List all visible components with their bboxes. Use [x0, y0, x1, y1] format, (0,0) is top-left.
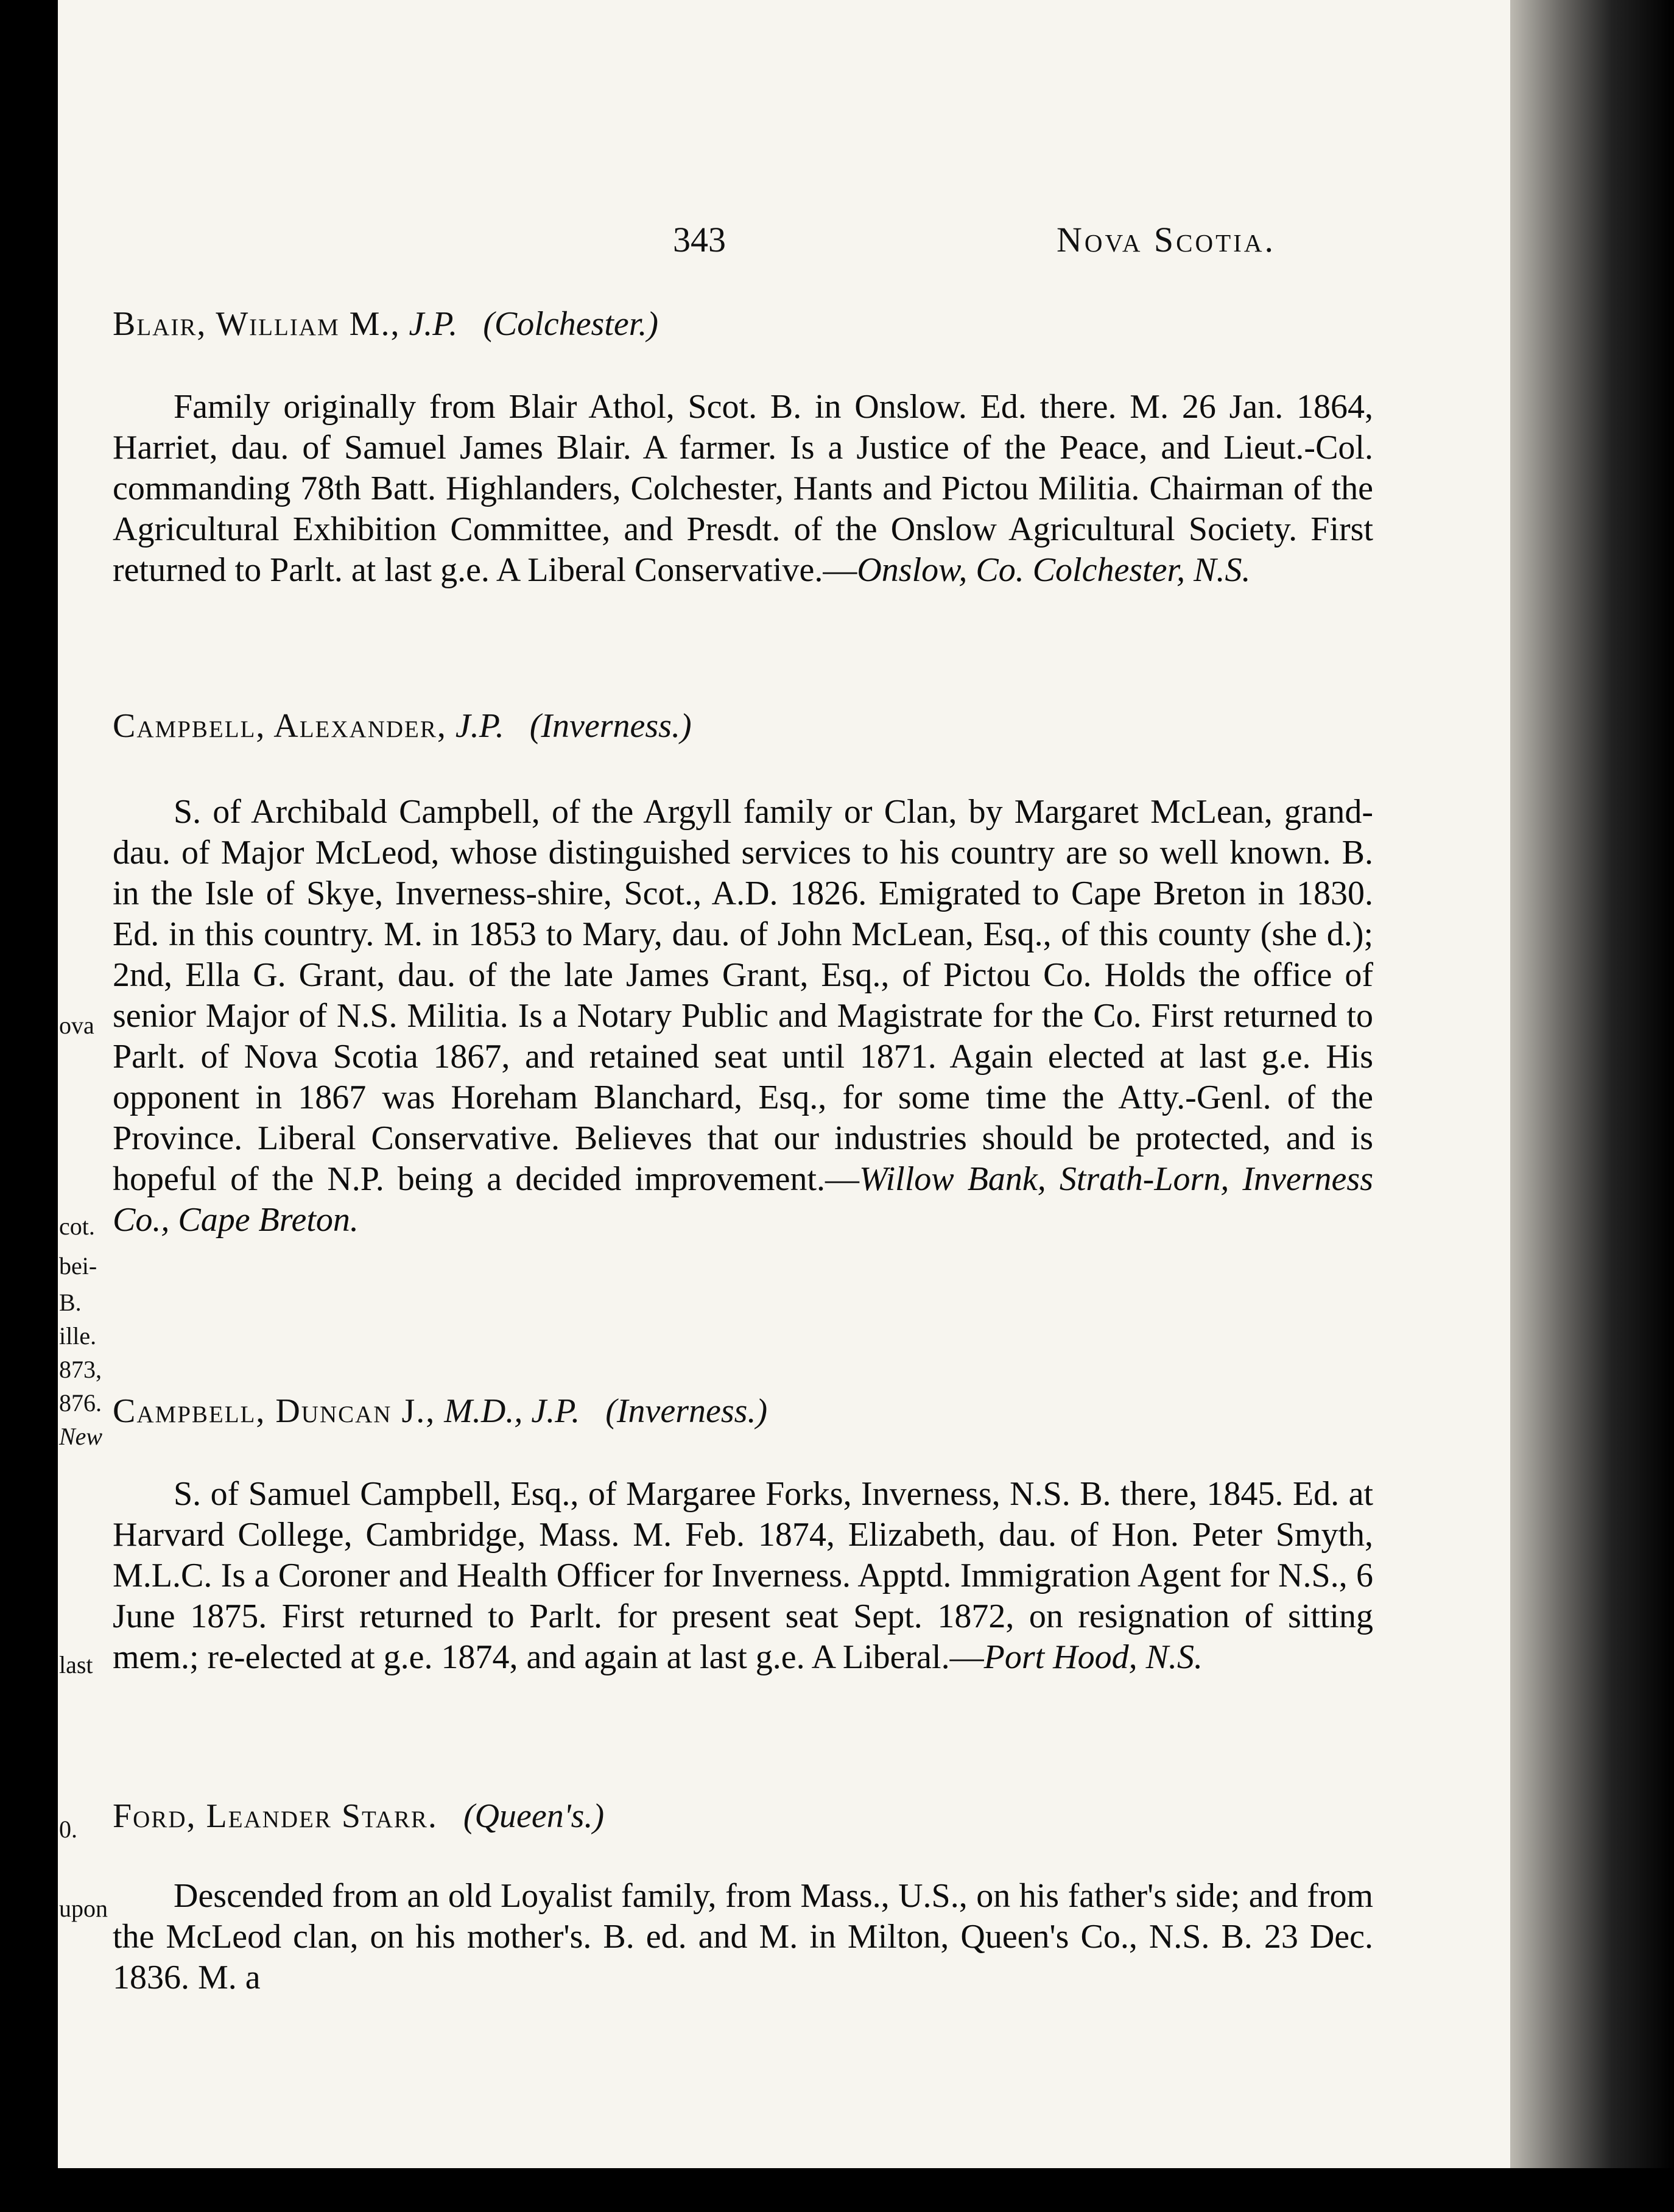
page-header	[58, 219, 1510, 280]
entry-body-ford	[113, 1876, 1373, 1998]
entry-heading-blair	[113, 305, 658, 343]
running-head: Nova Scotia.	[1057, 220, 1276, 259]
entry-address: Willow Bank, Strath-Lorn, Inverness Co., Cape Breton.	[113, 1160, 1373, 1239]
entry-titles: M.D., J.P.	[444, 1392, 580, 1430]
page-edge-shadow	[1510, 0, 1674, 2212]
margin-fragment: upon	[59, 1895, 108, 1922]
margin-fragment: bei-	[59, 1252, 97, 1280]
entry-text: S. of Samuel Campbell, Esq., of Margaree Forks, Inverness, N.S. B. there, 1845. Ed. at Harvard College, Cambridge, Mass. M. Feb. 1874, Elizabeth, dau. of Hon. Peter Smyth, M.L.C. Is a Coroner and Health Officer for Inverness. Apptd. Immigration Agent for N.S., 6 June 1875. First returned to Parlt. for present seat Sept. 1872, on resignation of sitting mem.; re-elected at g.e. 1874, and again at last g.e. A Liberal.—	[113, 1475, 1373, 1676]
entry-address: Port Hood, N.S.	[983, 1638, 1203, 1676]
book-page	[58, 0, 1510, 2168]
entry-heading-campbell-alexander	[113, 706, 692, 745]
entry-titles: J.P.	[455, 707, 504, 745]
entry-name: Blair, William M.,	[113, 305, 401, 343]
margin-fragment: 876.	[59, 1389, 102, 1417]
entry-constituency: (Inverness.)	[605, 1392, 768, 1430]
margin-fragment: B.	[59, 1289, 82, 1316]
margin-fragment: New	[59, 1423, 103, 1450]
entry-name: Campbell, Duncan J.,	[113, 1392, 436, 1430]
entry-text: S. of Archibald Campbell, of the Argyll family or Clan, by Margaret McLean, grand-dau. of Major McLeod, whose distinguished services to his country are so well known. B. in the Isle of Skye, Inverness-shire, Scot., A.D. 1826. Emigrated to Cape Breton in 1830. Ed. in this country. M. in 1853 to Mary, dau. of John McLean, Esq., of this county (she d.); 2nd, Ella G. Grant, dau. of the late James Grant, Esq., of Pictou Co. Holds the office of senior Major of N.S. Militia. Is a Notary Public and Magistrate for the Co. First returned to Parlt. of Nova Scotia 1867, and retained seat until 1871. Again elected at last g.e. His opponent in 1867 was Horeham Blanchard, Esq., for some time the Atty.-Genl. of the Province. Liberal Conservative. Believes that our industries should be protected, and is hopeful of the N.P. being a decided improvement.—	[113, 793, 1373, 1198]
margin-fragment: ille.	[59, 1322, 97, 1350]
entry-titles: J.P.	[409, 305, 458, 343]
entry-heading-campbell-duncan	[113, 1392, 767, 1431]
entry-body-campbell-duncan	[113, 1474, 1373, 1678]
entry-name: Campbell, Alexander,	[113, 707, 447, 745]
entry-heading-ford	[113, 1797, 604, 1836]
entry-constituency: (Colchester.)	[483, 305, 658, 343]
margin-fragment: 873,	[59, 1356, 102, 1383]
entry-text: Family originally from Blair Athol, Scot. B. in Onslow. Ed. there. M. 26 Jan. 1864, Harriet, dau. of Samuel James Blair. A farmer. Is a Justice of the Peace, and Lieut.-Col. commanding 78th Batt. Highlanders, Colchester, Hants and Pictou Militia. Chairman of the Agricultural Exhibition Committee, and Presdt. of the Onslow Agricultural Society. First returned to Parlt. at last g.e. A Liberal Conservative.—	[113, 388, 1373, 589]
margin-fragment: cot.	[59, 1213, 95, 1240]
page-number: 343	[673, 220, 726, 259]
entry-constituency: (Queen's.)	[463, 1797, 605, 1835]
margin-fragment: ova	[59, 1012, 94, 1039]
entry-address: Onslow, Co. Colchester, N.S.	[857, 551, 1251, 589]
entry-text: Descended from an old Loyalist family, from Mass., U.S., on his father's side; and from the McLeod clan, on his mother's. B. ed. and M. in Milton, Queen's Co., N.S. B. 23 Dec. 1836. M. a	[113, 1877, 1373, 1996]
entry-constituency: (Inverness.)	[529, 707, 692, 745]
scan-border	[0, 2168, 1674, 2212]
margin-fragment: 0.	[59, 1816, 77, 1843]
margin-fragment: last	[59, 1651, 93, 1678]
entry-name: Ford, Leander Starr.	[113, 1797, 438, 1835]
entry-body-blair	[113, 387, 1373, 591]
entry-body-campbell-alexander	[113, 792, 1373, 1241]
